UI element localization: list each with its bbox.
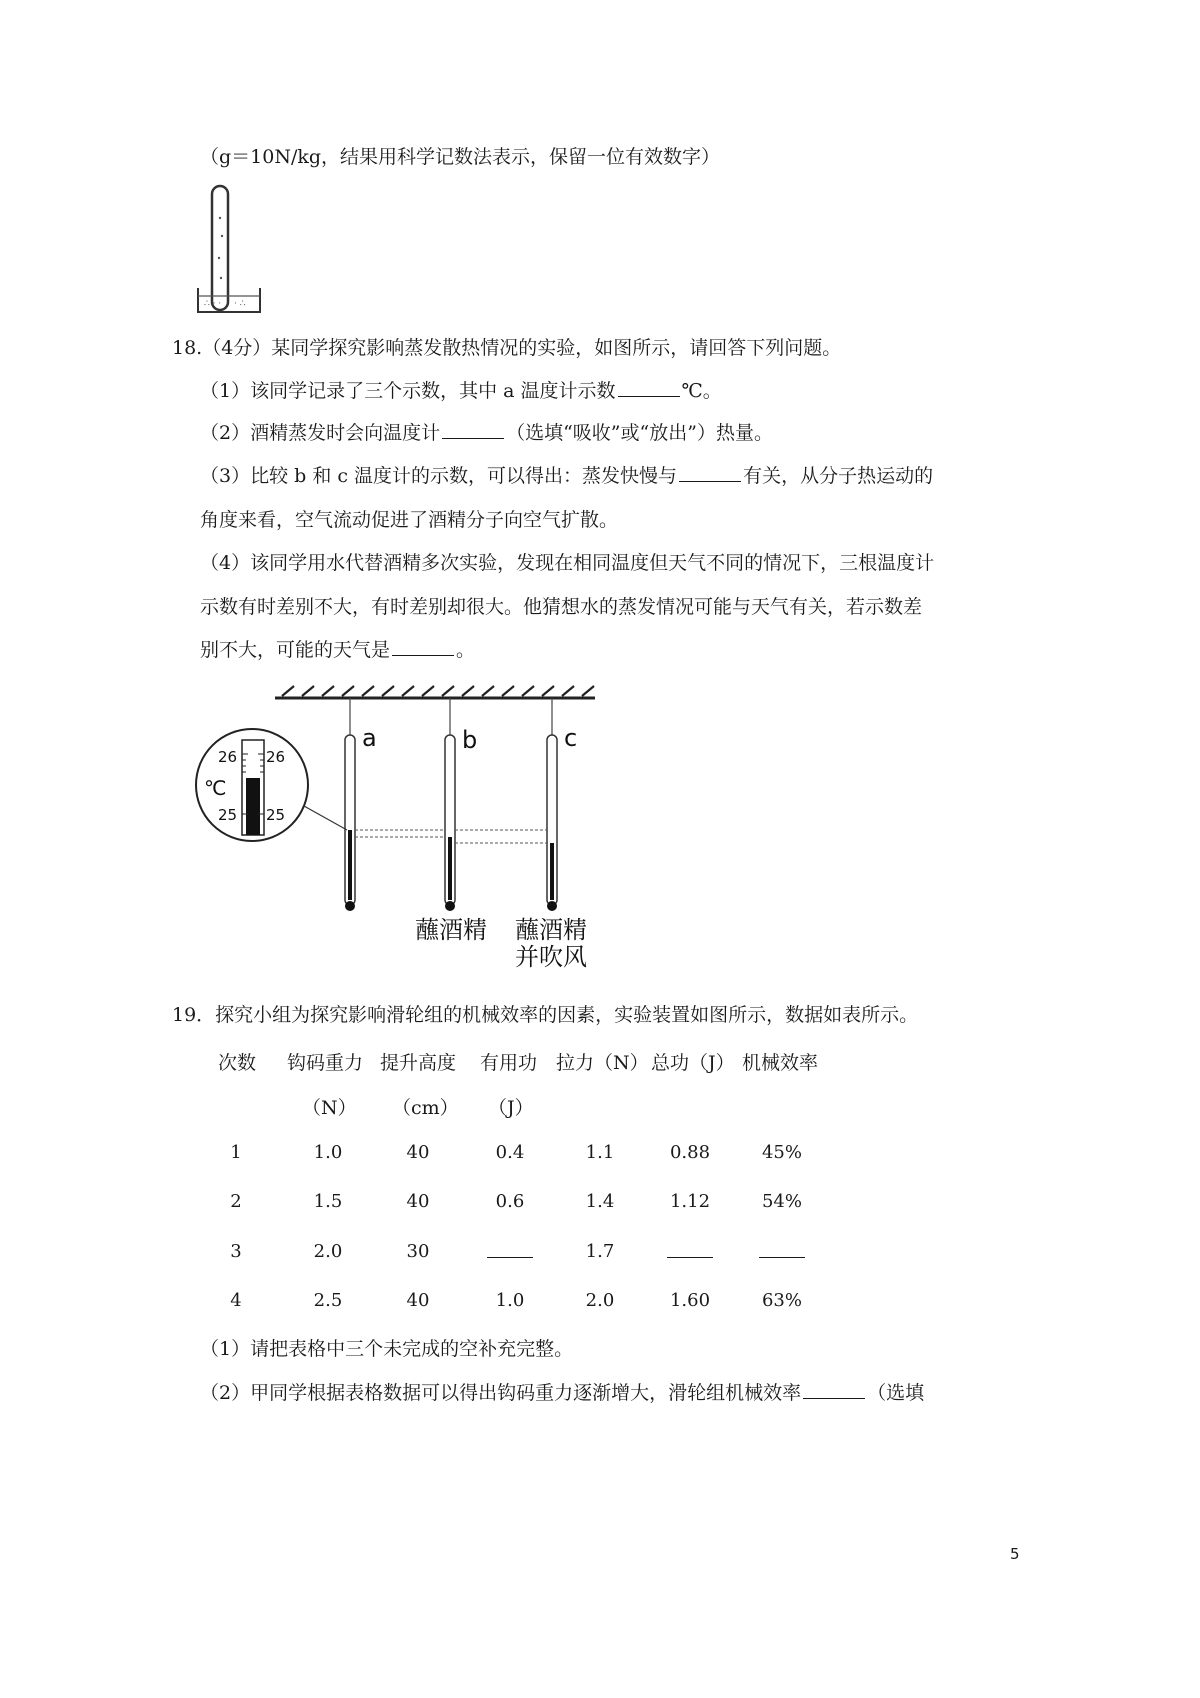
q18-part3-tail: 有关，从分子热运动的 <box>743 465 934 487</box>
header-total-work: 总功（J） <box>651 1052 735 1074</box>
answer-blank[interactable] <box>487 1241 533 1258</box>
zoom-lower-right-label: 25 <box>266 806 286 824</box>
table-cell: 45% <box>761 1142 802 1163</box>
header-efficiency: 机械效率 <box>742 1052 819 1074</box>
q19-part2-text: （2）甲同学根据表格数据可以得出钩码重力逐渐增大，滑轮组机械效率 <box>200 1382 802 1404</box>
q19-part2 <box>200 1380 924 1406</box>
answer-blank[interactable] <box>679 463 741 482</box>
table-cell: 1.5 <box>313 1191 343 1212</box>
table-cell: 2 <box>230 1191 242 1212</box>
table-cell: 1.0 <box>313 1142 343 1163</box>
answer-blank[interactable] <box>667 1241 713 1258</box>
table-cell: 1.7 <box>585 1241 615 1262</box>
table-cell: 3 <box>230 1241 242 1262</box>
q18-part4-text: 别不大，可能的天气是 <box>200 639 391 661</box>
table-cell: 1.1 <box>585 1142 615 1163</box>
q18-part4-line2: 示数有时差别不大，有时差别却很大。他猜想水的蒸发情况可能与天气有关，若示数差 <box>200 596 923 618</box>
answer-blank[interactable] <box>803 1380 865 1399</box>
table-cell: 2.0 <box>585 1290 615 1311</box>
q18-part3-line2: 角度来看，空气流动促进了酒精分子向空气扩散。 <box>200 509 619 531</box>
q18-part1-unit: ℃。 <box>681 380 722 402</box>
header-height: 提升高度 <box>380 1052 457 1074</box>
table-cell: 40 <box>406 1290 430 1311</box>
table-cell: 1.60 <box>669 1290 711 1311</box>
answer-blank[interactable] <box>442 420 504 439</box>
subheader-height-unit: （cm） <box>392 1097 459 1119</box>
subheader-weight-unit: （N） <box>302 1097 357 1119</box>
q18-part1-text: （1）该同学记录了三个示数，其中 a 温度计示数 <box>200 380 616 402</box>
table-cell[interactable] <box>742 1241 822 1263</box>
q19-stem: 19．探究小组为探究影响滑轮组的机械效率的因素，实验装置如图所示，数据如表所示。 <box>172 1004 919 1026</box>
q18-part4-line3 <box>200 637 475 663</box>
table-cell[interactable] <box>470 1241 550 1263</box>
table-cell: 54% <box>761 1191 802 1212</box>
answer-blank[interactable] <box>392 637 454 656</box>
q19-part1: （1）请把表格中三个未完成的空补充完整。 <box>200 1338 574 1360</box>
table-cell: 1.12 <box>669 1191 711 1212</box>
q18-part2 <box>200 420 773 446</box>
header-useful-work: 有用功 <box>480 1052 538 1074</box>
q17-note: （g＝10N/kg，结果用科学记数法表示，保留一位有效数字） <box>200 146 721 168</box>
q18-part3 <box>200 463 933 489</box>
q18-part2-tail: （选填“吸收”或“放出”）热量。 <box>506 422 773 444</box>
svg-text:∴ · ·: ∴ · · <box>204 299 222 309</box>
q18-part1 <box>200 378 722 404</box>
tube-in-beaker-figure <box>190 178 270 318</box>
table-cell: 1 <box>230 1142 242 1163</box>
table-cell: 30 <box>406 1241 430 1262</box>
table-cell: 2.0 <box>313 1241 343 1262</box>
zoom-unit-label: ℃ <box>204 776 227 800</box>
thermometer-a-label: a <box>362 724 377 752</box>
answer-blank[interactable] <box>618 378 680 397</box>
table-cell: 0.88 <box>669 1142 711 1163</box>
q18-part4-tail: 。 <box>456 639 476 661</box>
table-cell: 2.5 <box>313 1290 343 1311</box>
table-cell: 4 <box>230 1290 242 1311</box>
table-cell[interactable] <box>650 1241 730 1263</box>
table-cell: 40 <box>406 1191 430 1212</box>
table-cell: 1.0 <box>495 1290 525 1311</box>
svg-text:· ∴: · ∴ <box>234 299 246 309</box>
zoom-lower-left-label: 25 <box>218 806 238 824</box>
q18-part4-line1: （4）该同学用水代替酒精多次实验，发现在相同温度但天气不同的情况下，三根温度计 <box>200 552 935 574</box>
caption-c-line2: 并吹风 <box>515 943 587 970</box>
zoom-upper-right-label: 26 <box>266 748 286 766</box>
thermometer-c-label: c <box>564 724 578 752</box>
answer-blank[interactable] <box>759 1241 805 1258</box>
table-cell: 0.6 <box>495 1191 525 1212</box>
subheader-work-unit: （J） <box>488 1097 534 1119</box>
thermometer-b-label: b <box>462 726 478 754</box>
q18-part3-text: （3）比较 b 和 c 温度计的示数，可以得出：蒸发快慢与 <box>200 465 678 487</box>
header-trial: 次数 <box>218 1052 257 1074</box>
zoom-upper-left-label: 26 <box>218 748 238 766</box>
q19-part2-tail: （选填 <box>867 1382 925 1404</box>
header-force: 拉力（N） <box>556 1052 649 1074</box>
table-cell: 63% <box>761 1290 802 1311</box>
thermometers-figure <box>190 680 610 970</box>
table-cell: 1.4 <box>585 1191 615 1212</box>
q18-stem: 18.（4分）某同学探究影响蒸发散热情况的实验，如图所示，请回答下列问题。 <box>172 337 842 359</box>
page-number: 5 <box>1010 1545 1020 1563</box>
header-weight: 钩码重力 <box>287 1052 364 1074</box>
table-cell: 40 <box>406 1142 430 1163</box>
table-cell: 0.4 <box>495 1142 525 1163</box>
q18-part2-text: （2）酒精蒸发时会向温度计 <box>200 422 441 444</box>
caption-b: 蘸酒精 <box>415 916 487 944</box>
caption-c-line1: 蘸酒精 <box>515 916 587 944</box>
